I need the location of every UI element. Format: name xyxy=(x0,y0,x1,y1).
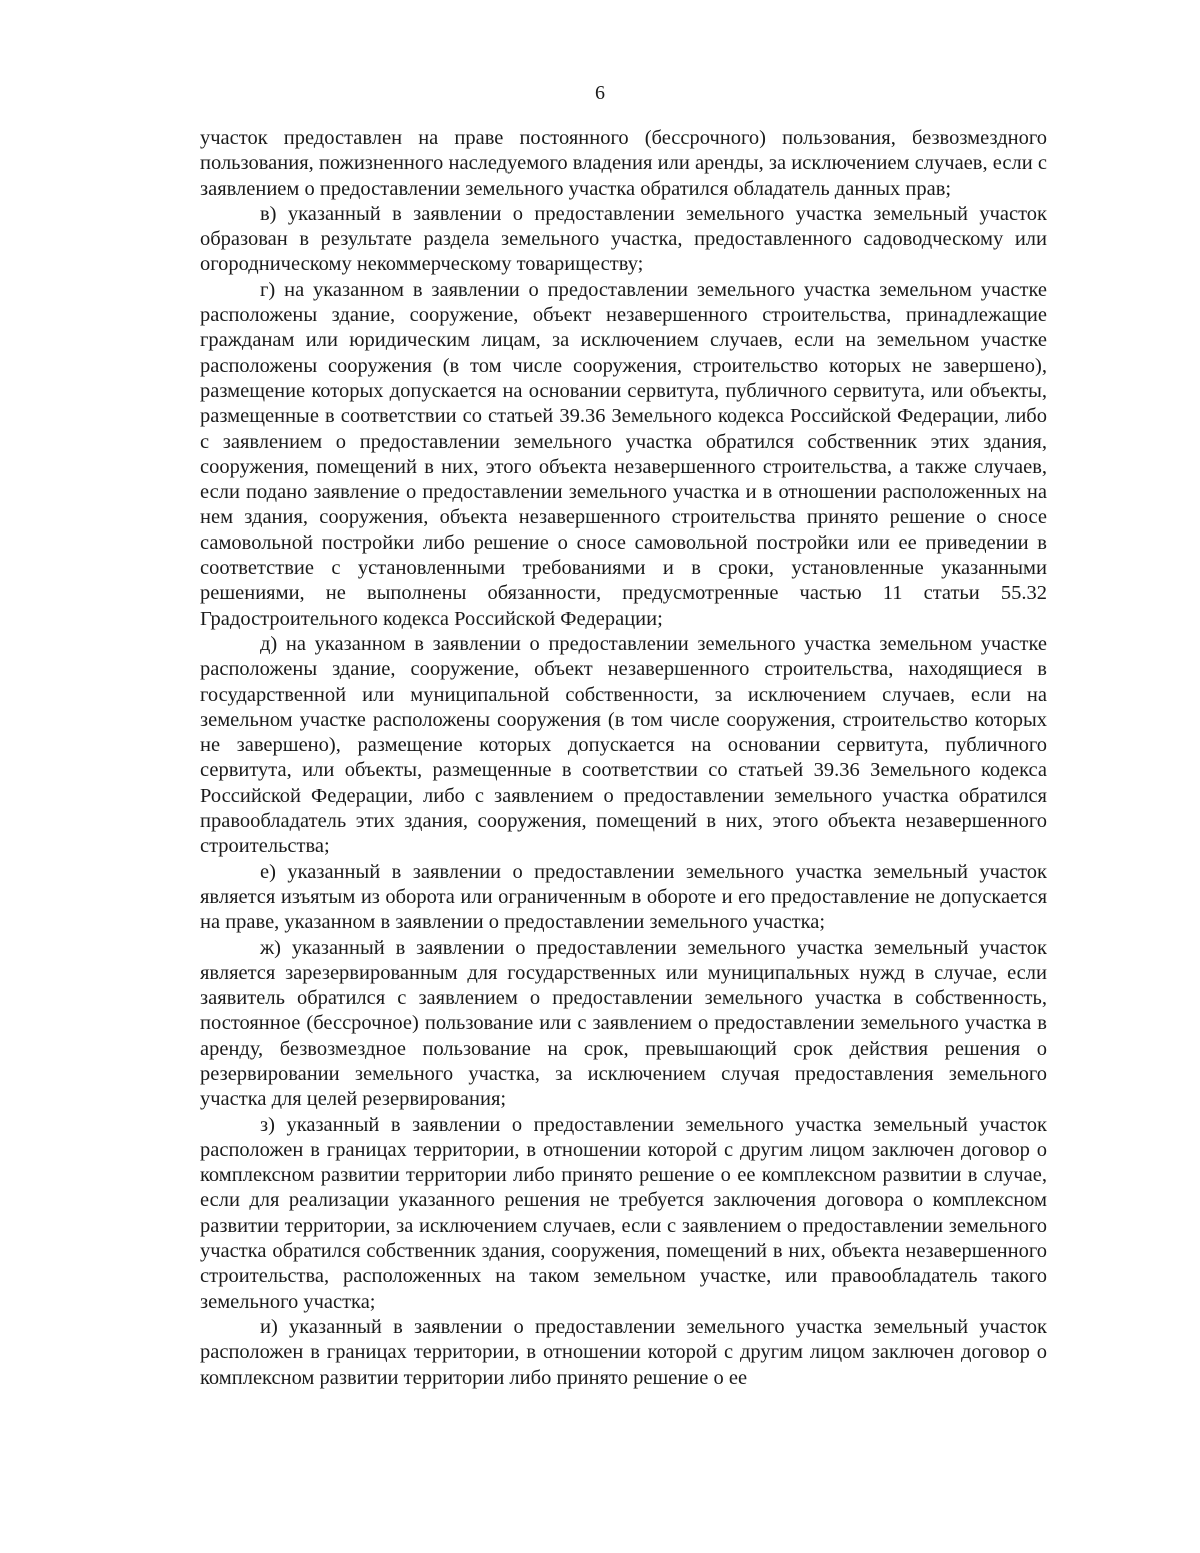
paragraph-item-e: е) указанный в заявлении о предоставлении земельного участка земельный участок является изъятым из оборота или ограниченным в обороте и его предоставление не допускается на праве, указанном в заявлении о предоставлении земельного участка; xyxy=(200,860,1047,934)
paragraph-continuation: участок предоставлен на праве постоянного (бессрочного) пользования, безвозмездного пользования, пожизненного наследуемого владения или аренды, за исключением случаев, если с заявлением о предоставлении земельного участка обратился обладатель данных прав; xyxy=(200,127,1047,200)
paragraph-item-g: г) на указанном в заявлении о предоставлении земельного участка земельном участке расположены здание, сооружение, объект незавершенного строительства, принадлежащие гражданам или юридическим лицам, за исключением случаев, если на земельном участке расположены сооружения (в том числе сооружения, строительство которых не завершено), размещение которых допускается на основании сервитута, публичного сервитута, или объекты, размещенные в соответствии со статьей 39.36 Земельного кодекса Российской Федерации, либо с заявлением о предоставлении земельного участка обратился собственник этих здания, сооружения, помещений в них, этого объекта незавершенного строительства, а также случаев, если подано заявление о предоставлении земельного участка и в отношении расположенных на нем здания, сооружения, объекта незавершенного строительства принято решение о сносе самовольной постройки либо решение о сносе самовольной постройки или ее приведении в соответствие с установленными требованиями и в сроки, установленные указанными решениями, не выполнены обязанности, предусмотренные частью 11 статьи 55.32 Градостроительного кодекса Российской Федерации; xyxy=(200,278,1047,630)
paragraph-item-i: и) указанный в заявлении о предоставлении земельного участка земельный участок расположен в границах территории, в отношении которой с другим лицом заключен договор о комплексном развитии территории либо принято решение о ее xyxy=(200,1315,1047,1389)
document-body xyxy=(200,126,1047,1391)
paragraph-item-v: в) указанный в заявлении о предоставлении земельного участка земельный участок образован в результате раздела земельного участка, предоставленного садоводческому или огородническому некоммерческому товариществу; xyxy=(200,202,1047,276)
page-number: 6 xyxy=(595,82,605,104)
paragraph-item-zh: ж) указанный в заявлении о предоставлении земельного участка земельный участок является зарезервированным для государственных или муниципальных нужд в случае, если заявитель обратился с заявлением о предоставлении земельного участка в собственность, постоянное (бессрочное) пользование или с заявлением о предоставлении земельного участка в аренду, безвозмездное пользование на срок, превышающий срок действия решения о резервировании земельного участка, за исключением случая предоставления земельного участка для целей резервирования; xyxy=(200,936,1047,1111)
paragraph-item-z: з) указанный в заявлении о предоставлении земельного участка земельный участок расположен в границах территории, в отношении которой с другим лицом заключен договор о комплексном развитии территории либо принято решение о ее комплексном развитии в случае, если для реализации указанного решения не требуется заключения договора о комплексном развитии территории, за исключением случаев, если с заявлением о предоставлении земельного участка обратился собственник здания, сооружения, помещений в них, объекта незавершенного строительства, расположенных на таком земельном участке, или правообладатель такого земельного участка; xyxy=(200,1113,1047,1313)
paragraph-item-d: д) на указанном в заявлении о предоставлении земельного участка земельном участке расположены здание, сооружение, объект незавершенного строительства, находящиеся в государственной или муниципальной собственности, за исключением случаев, если на земельном участке расположены сооружения (в том числе сооружения, строительство которых не завершено), размещение которых допускается на основании сервитута, публичного сервитута, или объекты, размещенные в соответствии со статьей 39.36 Земельного кодекса Российской Федерации, либо с заявлением о предоставлении земельного участка обратился правообладатель этих здания, сооружения, помещений в них, этого объекта незавершенного строительства; xyxy=(200,632,1047,858)
